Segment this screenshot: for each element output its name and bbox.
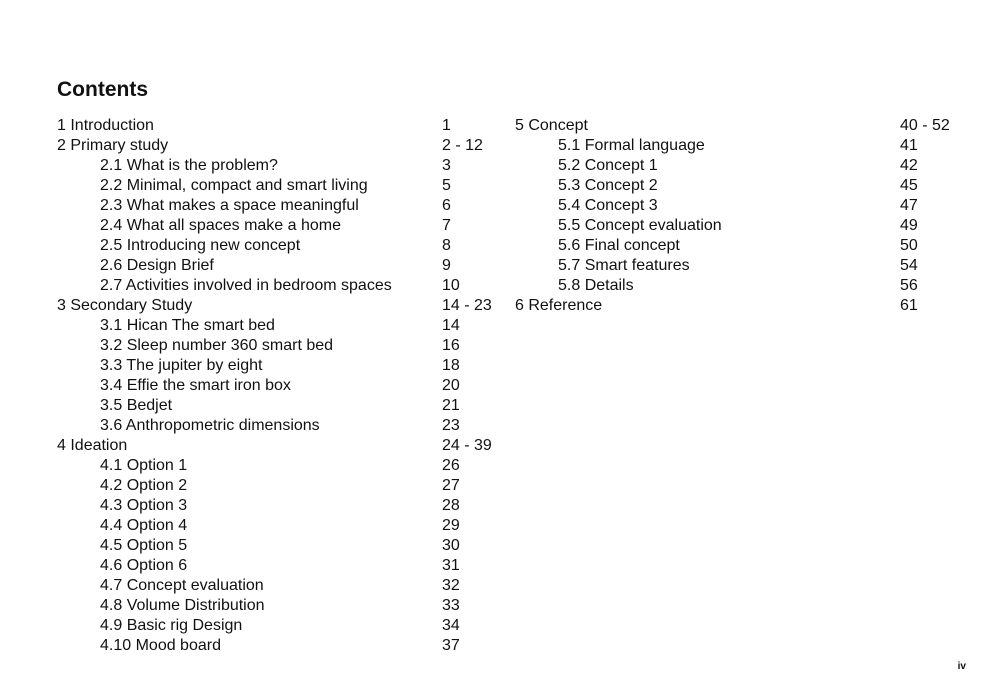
toc-entry-page: 5: [442, 177, 451, 194]
toc-entry: [57, 436, 502, 456]
toc-entry-page: 2 - 12: [442, 137, 483, 154]
toc-entry: [57, 476, 502, 496]
toc-entry-page: 24 - 39: [442, 437, 492, 454]
toc-entry-page: 18: [442, 357, 460, 374]
toc-entry-title: 4 Ideation: [57, 437, 128, 454]
toc-entry-title: 5.5 Concept evaluation: [558, 217, 722, 234]
toc-entry-title: 4.3 Option 3: [100, 497, 188, 514]
toc-entry-page: 14: [442, 317, 460, 334]
toc-entry-page: 8: [442, 237, 451, 254]
toc-entry-page: 54: [900, 257, 918, 274]
toc-entry: [57, 156, 502, 176]
toc-entry-title: 3 Secondary Study: [57, 297, 193, 314]
toc-entry-page: 29: [442, 517, 460, 534]
toc-entry: [57, 416, 502, 436]
toc-entry: [57, 116, 502, 136]
toc-entry-page: 33: [442, 597, 460, 614]
toc-entry-page: 26: [442, 457, 460, 474]
toc-entry-title: 5.7 Smart features: [558, 257, 690, 274]
toc-entry-page: 50: [900, 237, 918, 254]
toc-entry: [515, 116, 960, 136]
toc-entry: [57, 396, 502, 416]
toc-entry-page: 42: [900, 157, 918, 174]
toc-entry-page: 16: [442, 337, 460, 354]
toc-entry-title: 2.7 Activities involved in bedroom spaces: [100, 277, 392, 294]
toc-entry: [57, 216, 502, 236]
toc-entry: [57, 276, 502, 296]
toc-entry: [515, 236, 960, 256]
toc-entry-page: 1: [442, 117, 451, 134]
toc-entry: [57, 596, 502, 616]
toc-entry-title: 2.5 Introducing new concept: [100, 237, 301, 254]
toc-entry: [57, 496, 502, 516]
page-title: Contents: [57, 78, 148, 101]
toc-entry-title: 6 Reference: [515, 297, 603, 314]
toc-entry-title: 4.2 Option 2: [100, 477, 188, 494]
toc-entry: [515, 276, 960, 296]
toc-entry-page: 30: [442, 537, 460, 554]
toc-entry-page: 32: [442, 577, 460, 594]
toc-entry: [57, 556, 502, 576]
toc-entry-title: 3.6 Anthropometric dimensions: [100, 417, 320, 434]
toc-entry-title: 5 Concept: [515, 117, 588, 134]
toc-entry-title: 3.5 Bedjet: [100, 397, 173, 414]
toc-entry: [57, 196, 502, 216]
toc-entry: [515, 296, 960, 316]
toc-entry: [57, 516, 502, 536]
toc-entry-title: 4.10 Mood board: [100, 637, 221, 654]
toc-entry-title: 3.4 Effie the smart iron box: [100, 377, 291, 394]
toc-entry-page: 23: [442, 417, 460, 434]
toc-entry-title: 2.3 What makes a space meaningful: [100, 197, 359, 214]
toc-entry-title: 4.7 Concept evaluation: [100, 577, 264, 594]
toc-entry-title: 4.4 Option 4: [100, 517, 188, 534]
toc-entry-title: 5.8 Details: [558, 277, 634, 294]
page-number: iv: [957, 661, 966, 672]
toc-entry-page: 37: [442, 637, 460, 654]
toc-entry-title: 4.9 Basic rig Design: [100, 617, 243, 634]
toc-entry-page: 3: [442, 157, 451, 174]
toc-entry: [515, 156, 960, 176]
toc-entry-title: 2.1 What is the problem?: [100, 157, 278, 174]
toc-entry: [57, 616, 502, 636]
toc-entry: [57, 456, 502, 476]
toc-entry-page: 45: [900, 177, 918, 194]
toc-entry-title: 4.5 Option 5: [100, 537, 188, 554]
toc-entry: [57, 176, 502, 196]
toc-entry-page: 41: [900, 137, 918, 154]
toc-entry: [57, 376, 502, 396]
toc-entry-page: 9: [442, 257, 451, 274]
toc-entry-page: 20: [442, 377, 460, 394]
toc-right-column: [515, 116, 960, 316]
toc-entry: [57, 356, 502, 376]
toc-entry: [57, 636, 502, 656]
toc-entry-page: 6: [442, 197, 451, 214]
toc-left-column: [57, 116, 502, 656]
toc-entry-page: 61: [900, 297, 918, 314]
toc-entry: [57, 236, 502, 256]
toc-entry-title: 4.1 Option 1: [100, 457, 188, 474]
toc-entry-title: 5.6 Final concept: [558, 237, 680, 254]
toc-entry: [57, 536, 502, 556]
toc-entry-page: 27: [442, 477, 460, 494]
toc-entry: [57, 576, 502, 596]
toc-entry-title: 3.3 The jupiter by eight: [100, 357, 263, 374]
toc-entry-page: 7: [442, 217, 451, 234]
toc-entry-title: 4.6 Option 6: [100, 557, 188, 574]
toc-entry: [57, 296, 502, 316]
toc-entry: [57, 336, 502, 356]
toc-entry-page: 40 - 52: [900, 117, 950, 134]
toc-entry-page: 14 - 23: [442, 297, 492, 314]
toc-entry-title: 2.6 Design Brief: [100, 257, 214, 274]
toc-entry: [57, 256, 502, 276]
toc-entry-title: 5.4 Concept 3: [558, 197, 658, 214]
toc-entry-title: 2 Primary study: [57, 137, 169, 154]
toc-entry-title: 2.4 What all spaces make a home: [100, 217, 342, 234]
toc-entry: [515, 136, 960, 156]
toc-entry-title: 1 Introduction: [57, 117, 154, 134]
toc-entry: [515, 196, 960, 216]
toc-entry-page: 10: [442, 277, 460, 294]
toc-entry-title: 4.8 Volume Distribution: [100, 597, 265, 614]
toc-entry: [515, 216, 960, 236]
toc-entry-title: 3.2 Sleep number 360 smart bed: [100, 337, 334, 354]
toc-entry: [515, 176, 960, 196]
toc-entry-page: 28: [442, 497, 460, 514]
toc-entry-page: 21: [442, 397, 460, 414]
toc-entry-page: 47: [900, 197, 918, 214]
toc-entry-page: 56: [900, 277, 918, 294]
toc-entry-title: 3.1 Hican The smart bed: [100, 317, 275, 334]
toc-entry: [57, 316, 502, 336]
toc-entry-title: 5.2 Concept 1: [558, 157, 658, 174]
toc-entry: [515, 256, 960, 276]
toc-entry-title: 2.2 Minimal, compact and smart living: [100, 177, 368, 194]
toc-entry-page: 34: [442, 617, 460, 634]
toc-entry-page: 31: [442, 557, 460, 574]
toc-entry-title: 5.1 Formal language: [558, 137, 705, 154]
toc-entry: [57, 136, 502, 156]
toc-entry-page: 49: [900, 217, 918, 234]
toc-entry-title: 5.3 Concept 2: [558, 177, 658, 194]
